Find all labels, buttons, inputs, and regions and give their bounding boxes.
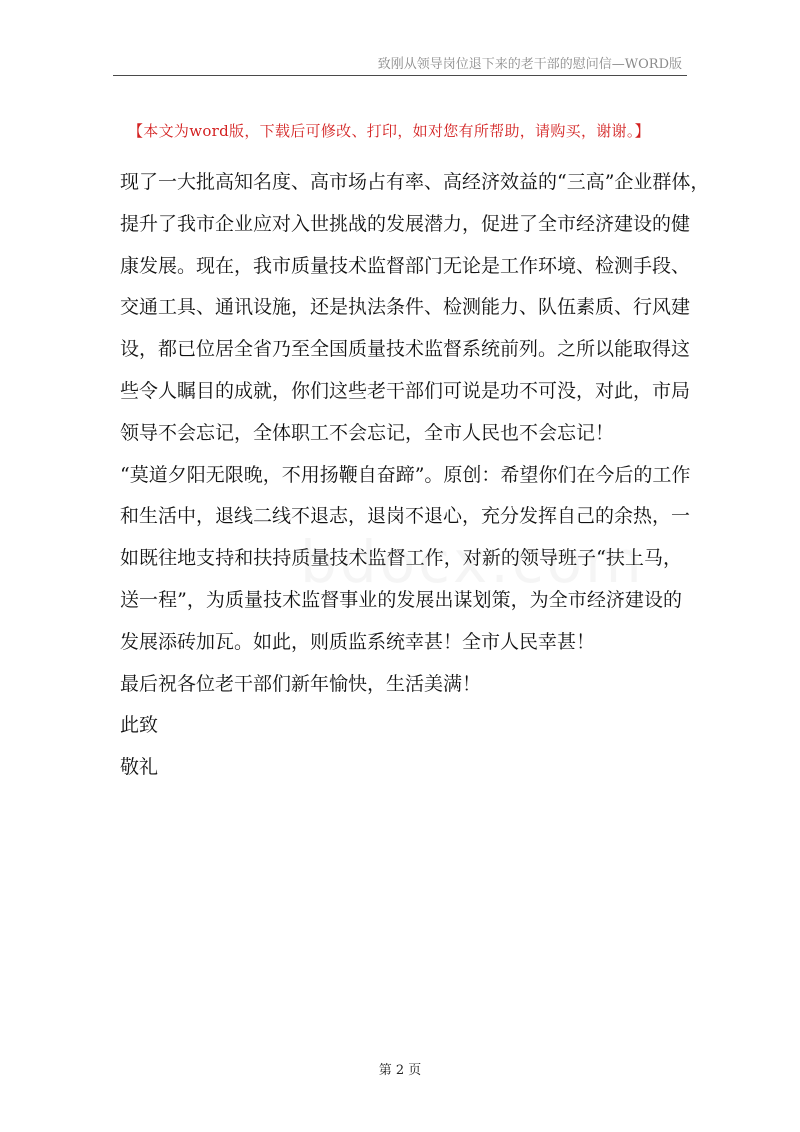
header-divider [113, 75, 687, 76]
closing-wish: 最后祝各位老干部们新年愉快，生活美满！ [120, 672, 482, 695]
salutation-ci-zhi: 此致 [120, 714, 159, 737]
body-line: 发展添砖加瓦。如此，则质监系统幸甚！全市人民幸甚！ [120, 630, 596, 653]
download-notice: 【本文为word版，下载后可修改、打印，如对您有所帮助，请购买，谢谢。】 [128, 122, 650, 140]
body-line: 如既往地支持和扶持质量技术监督工作，对新的领导班子“扶上马， [120, 547, 682, 570]
header-title: 致刚从领导岗位退下来的老干部的慰问信—WORD版 [377, 57, 682, 72]
body-line: 些令人瞩目的成就，你们这些老干部们可说是功不可没，对此，市局 [120, 379, 691, 402]
body-line: 和生活中，退线二线不退志，退岗不退心，充分发挥自己的余热，一 [120, 505, 691, 528]
letter-body [120, 162, 710, 789]
body-line: 提升了我市企业应对入世挑战的发展潜力，促进了全市经济建设的健 [120, 212, 691, 235]
body-line: 送一程”，为质量技术监督事业的发展出谋划策，为全市经济建设的 [120, 588, 682, 611]
body-line: 交通工具、通讯设施，还是执法条件、检测能力、队伍素质、行风建 [120, 296, 691, 319]
body-line: 现了一大批高知名度、高市场占有率、高经济效益的“三高”企业群体， [120, 171, 710, 193]
body-line: “莫道夕阳无限晚，不用扬鞭自奋蹄”。原创：希望你们在今后的工作 [120, 463, 691, 486]
salutation-jing-li: 敬礼 [120, 756, 159, 779]
body-line: 设，都已位居全省乃至全国质量技术监督系统前列。之所以能取得这 [120, 338, 691, 361]
page-number: 第 2 页 [378, 1063, 422, 1078]
body-line: 康发展。现在，我市质量技术监督部门无论是工作环境、检测手段、 [120, 254, 691, 277]
body-line: 领导不会忘记，全体职工不会忘记，全市人民也不会忘记！ [120, 421, 615, 444]
